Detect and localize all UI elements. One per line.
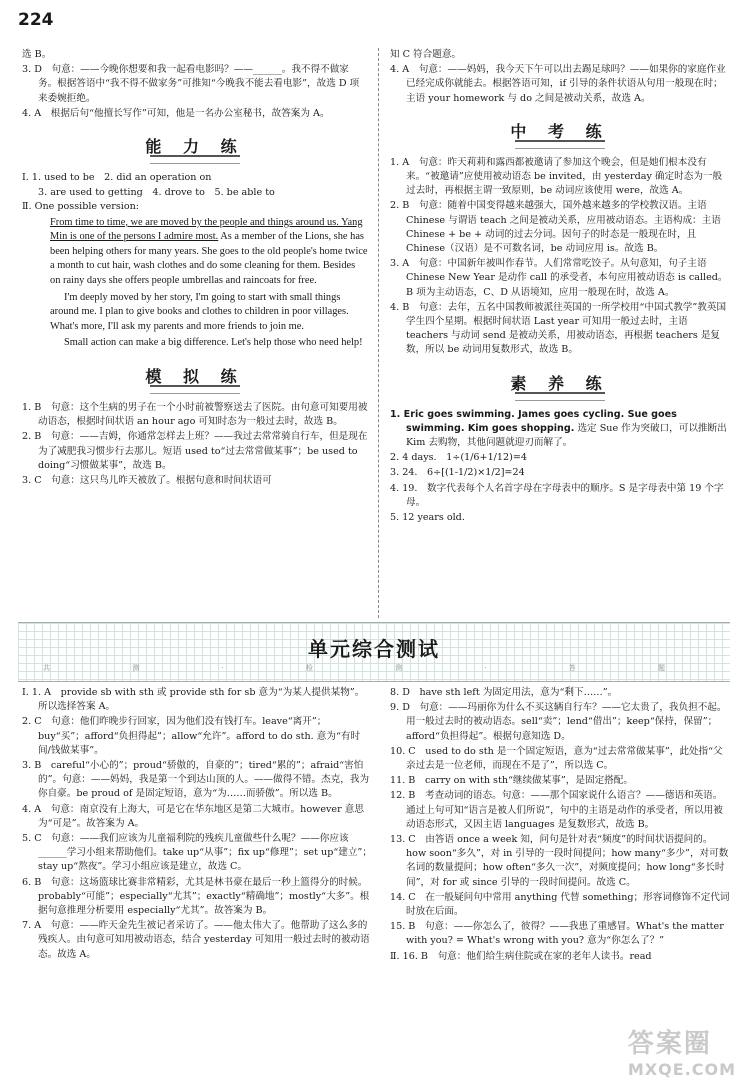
page-number: 224: [18, 10, 54, 30]
answer-item: 1. B 句意：这个生病的男子在一个小时前被警察送去了医院。由句意可知要用被动语态，根据时间状语 an hour ago 可知时态为一般过去时，故选 B。: [22, 401, 368, 428]
essay-paragraph-3: Small action can make a big difference. Let's help those who need help!: [64, 337, 363, 349]
answer-item: 选 B。: [22, 49, 52, 60]
essay-passage: [22, 216, 368, 351]
unit-right-column: [390, 686, 730, 965]
answer-item: Ⅱ. 16. B 句意：他们给生病住院或在家的老年人读书。read: [390, 950, 652, 962]
answer-item: 15. B 句意：——你怎么了，彼得？——我患了重感冒。What's the matter with you? = What's wrong with you? 意为“你怎么了？”: [390, 921, 724, 947]
heading-decoration: [150, 385, 240, 394]
section-heading-zhongkao: 中 考 练: [390, 120, 730, 144]
answer-item: 4. 19. 数字代表每个人名首字母在字母表中的顺序。S 是字母表中第 19 个字母。: [390, 482, 724, 508]
answer-item: 3. C 句意：这只鸟儿昨天被放了。根据句意和时间状语可: [22, 474, 272, 486]
section-heading-mock: 模 拟 练: [22, 365, 368, 389]
heading-decoration: [150, 155, 240, 164]
heading-decoration: [515, 392, 605, 401]
answer-item: 2. B 句意：——吉姆，你通常怎样去上班？——我过去常常骑自行车，但是现在为了减肥我习惯步行去那儿。短语 used to“过去常常做某事”；be used to doing“习惯做某事”，故选 B。: [22, 431, 368, 471]
banner-subtitle: 共 测 · 检 测 · 答 题: [42, 664, 706, 672]
answer-item: 2. 4 days. 1÷(1/6+1/12)=4: [390, 452, 527, 464]
left-column: [22, 48, 368, 489]
answer-item: 1. Eric goes swimming. James goes cycling. Sue goes swimming. Kim goes shopping. 选定 Sue 作为突破口，可以推断出 Kim 去购物，其他问题就迎刃而解了。: [390, 408, 727, 449]
section-heading-suyang: 素 养 练: [390, 372, 730, 396]
answer-item: Ⅱ. One possible version:: [22, 201, 140, 213]
answer-item: 10. C used to do sth 是一个固定短语，意为“过去常常做某事”，此处指“父亲过去是一位老师，而现在不是了”，所以选 C。: [390, 745, 723, 772]
answer-item: 13. C 由答语 once a week 知，问句是针对表“频度”的时间状语提问的。how soon“多久”，对 in 引导的一段时间提问；how many“多少”，对可数名词的数量提问；how often“多久一次”，对频度提问；how long“多长时间”，对 for 或 since 引导的一段时间提问。故选 C。: [390, 834, 729, 888]
answer-item: 2. B 句意：随着中国变得越来越强大，国外越来越多的学校教汉语。主语 Chinese 与谓语 teach 之间是被动关系，应用被动语态。主语构成：主语 Chinese + be + 动词的过去分词。因句子的时态是一般现在时，且 Chinese（汉语）是不可数名词，be 动词应用 is。故选 B。: [390, 200, 721, 255]
unit-left-column: [22, 686, 372, 963]
answer-item: 5. 12 years old.: [390, 512, 465, 524]
underlined-topic-sentence: From time to time, we are moved by the people and things around us. Yang Min is one of the persons I admire most.: [50, 216, 363, 243]
answer-item: 4. A 句意：——妈妈，我今天下午可以出去踢足球吗？——如果你的家庭作业已经完成你就能去。根据答语可知，if 引导的条件状语从句用一般现在时；主语 your homework 与 do 之间是被动关系，故选 A。: [390, 64, 726, 104]
answer-item: 知 C 符合题意。: [390, 49, 462, 60]
answer-item: 12. B 考查动词的语态。句意：——那个国家说什么语言？——德语和英语。通过上句可知“语言是被人们所说”，句中的主语是动作的承受者，所以用被动语态形式，又因主语 languages 是复数形式，故选 B。: [390, 790, 723, 830]
heading-decoration: [515, 140, 605, 149]
answer-item: 9. D 句意：——玛丽你为什么不买这辆自行车？——它太贵了，我负担不起。用一般过去时的被动语态。sell“卖”；lend“借出”；keep“保持，保留”；afford“负担得起”。根据句意知选 D。: [390, 702, 727, 742]
answer-item: 8. D have sth left 为固定用法，意为“剩下……”。: [390, 687, 618, 698]
answer-item: 7. A 句意：——昨天金先生被记者采访了。——他太伟大了。他帮助了这么多的残疾人。由句意可知用被动语态，结合 yesterday 可知用一般过去时的被动语态。故选 A。: [22, 920, 370, 960]
answer-item: Ⅰ. 1. used to be 2. did an operation on: [22, 172, 212, 184]
answer-item: 3. D 句意：——今晚你想要和我一起看电影吗？——______。我不得不做家务。根据答语中“我不得不做家务”可推知“今晚我不能去看电影”，故选 D 项来委婉拒绝。: [22, 64, 360, 104]
answer-item: 6. B 句意：这场篮球比赛非常精彩，尤其是林书豪在最后一秒上篮得分的时候。probably“可能”；especially“尤其”；exactly“精确地”；mostly“大多”。根据句意推理分析要用 especially“尤其”。故答案为 B。: [22, 876, 370, 917]
section-heading-ability: 能 力 练: [22, 135, 368, 159]
answer-item: 3. A 句意：中国新年被叫作春节。人们常常吃饺子。从句意知，句子主语 Chinese New Year 是动作 call 的承受者，本句应用被动语态 is called。B 项为主动语态，C、D 从语境知，应用一般现在时，故选 A。: [390, 258, 728, 298]
answer-item: 4. A 根据后句“他擅长写作”可知，他是一名办公室秘书，故答案为 A。: [22, 107, 330, 119]
right-column: [390, 48, 730, 526]
watermark-logo: 答案圈 MXQE.COM: [627, 1029, 736, 1079]
answer-item: 3. B careful“小心的”；proud“骄傲的，自豪的”；tired“累的”；afraid“害怕的”。句意：——妈妈，我是第一个到达山顶的人。——做得不错。杰克，我为你自豪。be proud of 是固定短语，意为“为……而骄傲”。所以选 B。: [22, 760, 370, 800]
answer-item: 1. A 句意：昨天莉莉和露西都被邀请了参加这个晚会，但是她们根本没有来。“被邀请”应使用被动语态 be invited，由 yesterday 确定时态为一般过去时，再根据主谓一致原则，be 动词应该使用 were，故选 A。: [390, 156, 723, 197]
banner-title: 单元综合测试: [308, 637, 440, 661]
answer-item: Ⅰ. 1. A provide sb with sth 或 provide sth for sb 意为“为某人提供某物”。所以选择答案 A。: [22, 687, 365, 713]
answer-item: 3. are used to getting 4. drove to 5. be able to: [38, 187, 275, 199]
answer-item: 4. B 句意：去年，五名中国教师被派往英国的一所学校用“中国式教学”教英国学生四个星期。根据时间状语 Last year 可知用一般过去时，主语 teachers 与动词 send 是被动关系，用被动语态，再根据 teachers 是复数，所以 be 动词用复数形式，故选 B。: [390, 301, 727, 356]
answer-item: 3. 24. 6÷[(1-1/2)×1/2]=24: [390, 467, 525, 479]
answer-item: 5. C 句意：——我们应该为儿童福利院的残疾儿童做些什么呢？——你应该______学习小组来帮助他们。take up“从事”；fix up“修理”；set up“建立”；stay up“熬夜”。学习小组应该是建立，故选 C。: [22, 833, 372, 873]
column-divider: [378, 48, 379, 618]
answer-item: 14. C 在一般疑问句中常用 anything 代替 something；形容词修饰不定代词时放在后面。: [390, 891, 730, 918]
answer-item: 4. A 句意：南京没有上海大，可是它在华东地区是第二大城市。however 意思为“可是”。故答案为 A。: [22, 803, 364, 829]
answer-item: 2. C 句意：他们昨晚步行回家，因为他们没有钱打车。leave“离开”；buy“买”；afford“负担得起”；allow“允许”。afford to do sth. 意为“有时间/钱做某事”。: [22, 716, 361, 756]
essay-paragraph-1: From time to time, we are moved by the people and things around us. Yang Min is one of the persons I admire most. As a member of the Lions, she has been helping others for many years. She goes to the old people's home twice a month to cut hair, wash clothes and do some cleaning for them. Besides on rainy days she offers people umbrellas and raincoats for free.: [50, 216, 368, 286]
unit-test-banner: [18, 622, 730, 682]
essay-paragraph-2: I'm deeply moved by her story, I'm going to start with small things around me. I plan to give books and clothes to children in poor villages. What's more, I'll ask my parents and more friends to join me.: [50, 291, 349, 332]
answer-item: 11. B carry on with sth“继续做某事”，是固定搭配。: [390, 775, 633, 787]
